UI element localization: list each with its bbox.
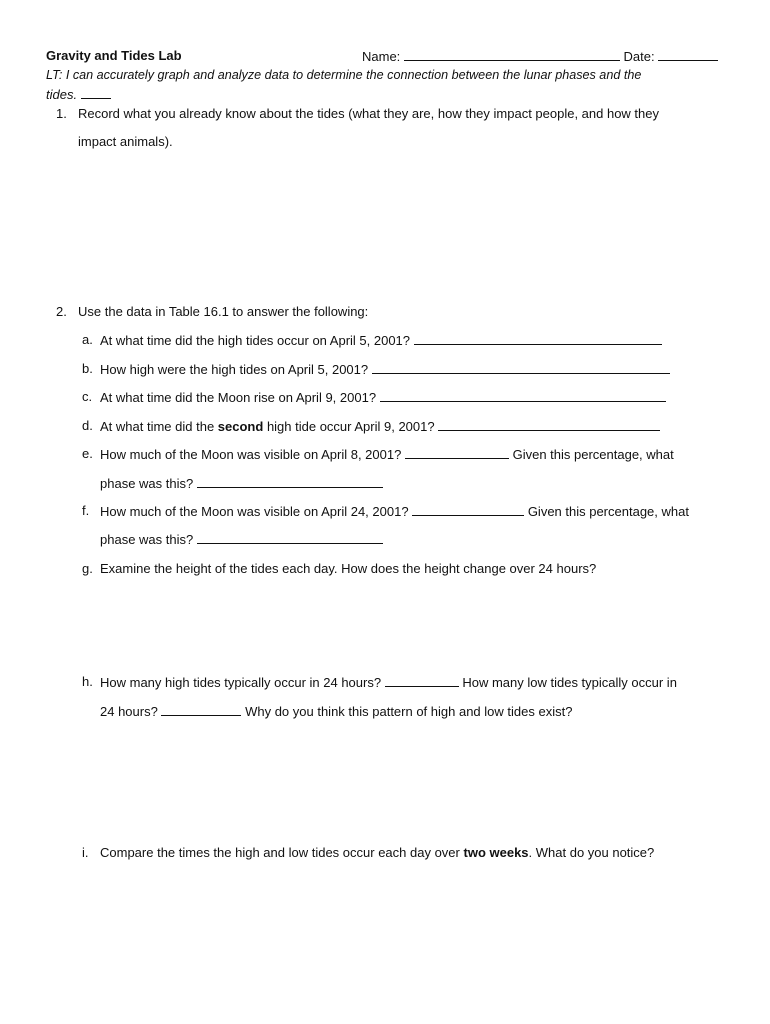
q2e-phase-text: phase was this?: [100, 476, 194, 491]
q2f-percent-blank[interactable]: [412, 503, 524, 516]
q2e-letter: e.: [82, 446, 93, 461]
learning-target-line2: [46, 86, 111, 102]
q2f-letter: f.: [82, 503, 90, 518]
q2f-text: How much of the Moon was visible on April 24, 2001?: [100, 504, 409, 519]
q2f-item: [100, 503, 689, 519]
q2e-line2: [100, 475, 383, 491]
q2e-phase-blank[interactable]: [197, 475, 383, 488]
q2i-item: [100, 845, 654, 860]
q2g-letter: g.: [82, 561, 93, 576]
q2h-text: How many high tides typically occur in 24 hours?: [100, 675, 382, 690]
q2d-letter: d.: [82, 418, 93, 433]
name-label: Name:: [362, 49, 401, 64]
q2d-text-post: high tide occur April 9, 2001?: [266, 419, 435, 434]
q2c-answer-blank[interactable]: [380, 389, 666, 402]
q2i-text-post: . What do you notice?: [528, 845, 655, 860]
q2h-low-blank[interactable]: [161, 703, 241, 716]
date-label: Date:: [623, 49, 655, 64]
q2h-item: [100, 674, 677, 690]
q2-intro: Use the data in Table 16.1 to answer the following:: [78, 304, 369, 319]
q2e-text: How much of the Moon was visible on April 8, 2001?: [100, 447, 402, 462]
worksheet-title: Gravity and Tides Lab: [46, 48, 182, 63]
q2h-line2: [100, 703, 572, 719]
q2d-text-bold: second: [217, 419, 264, 434]
q2a-item: [100, 332, 662, 348]
name-field[interactable]: [362, 48, 718, 64]
q2c-text: At what time did the Moon rise on April 9, 2001?: [100, 390, 377, 405]
q2a-text: At what time did the high tides occur on April 5, 2001?: [100, 333, 411, 348]
q2e-item: [100, 446, 674, 462]
learning-target-tides: tides.: [46, 87, 78, 102]
q2d-item: [100, 418, 660, 434]
q1-text-line2: impact animals).: [78, 134, 173, 149]
q2c-item: [100, 389, 666, 405]
q2h-letter: h.: [82, 674, 93, 689]
q2h-high-blank[interactable]: [385, 674, 459, 687]
q2b-letter: b.: [82, 361, 93, 376]
q2f-line2: [100, 531, 383, 547]
q2b-text: How high were the high tides on April 5, 2001?: [100, 362, 369, 377]
q1-number: 1.: [56, 106, 67, 121]
name-blank[interactable]: [404, 48, 620, 61]
learning-target-line1: LT: I can accurately graph and analyze data to determine the connection between the lunar phases and the: [46, 68, 642, 82]
q2i-text-bold: two weeks: [463, 845, 529, 860]
q2c-letter: c.: [82, 389, 93, 404]
q2b-answer-blank[interactable]: [372, 361, 670, 374]
q2h-follow: How many low tides typically occur in: [462, 675, 677, 690]
q2i-text-pre: Compare the times the high and low tides occur each day over: [100, 845, 460, 860]
q2i-letter: i.: [82, 845, 89, 860]
q2e-follow: Given this percentage, what: [512, 447, 674, 462]
date-blank[interactable]: [658, 48, 718, 61]
q2h-line2-question: Why do you think this pattern of high and low tides exist?: [245, 704, 573, 719]
learning-target-blank[interactable]: [81, 86, 111, 99]
q2h-line2-text: 24 hours?: [100, 704, 158, 719]
q1-text-line1: Record what you already know about the tides (what they are, how they impact people, and how they: [78, 106, 660, 121]
q2f-phase-text: phase was this?: [100, 532, 194, 547]
q2f-phase-blank[interactable]: [197, 531, 383, 544]
q2d-text-pre: At what time did the: [100, 419, 215, 434]
q2b-item: [100, 361, 670, 377]
q2e-percent-blank[interactable]: [405, 446, 509, 459]
q2a-answer-blank[interactable]: [414, 332, 662, 345]
q2-number: 2.: [56, 304, 67, 319]
q2g-text: Examine the height of the tides each day. How does the height change over 24 hours?: [100, 561, 597, 576]
q2d-answer-blank[interactable]: [438, 418, 660, 431]
q2a-letter: a.: [82, 332, 93, 347]
q2f-follow: Given this percentage, what: [527, 504, 689, 519]
